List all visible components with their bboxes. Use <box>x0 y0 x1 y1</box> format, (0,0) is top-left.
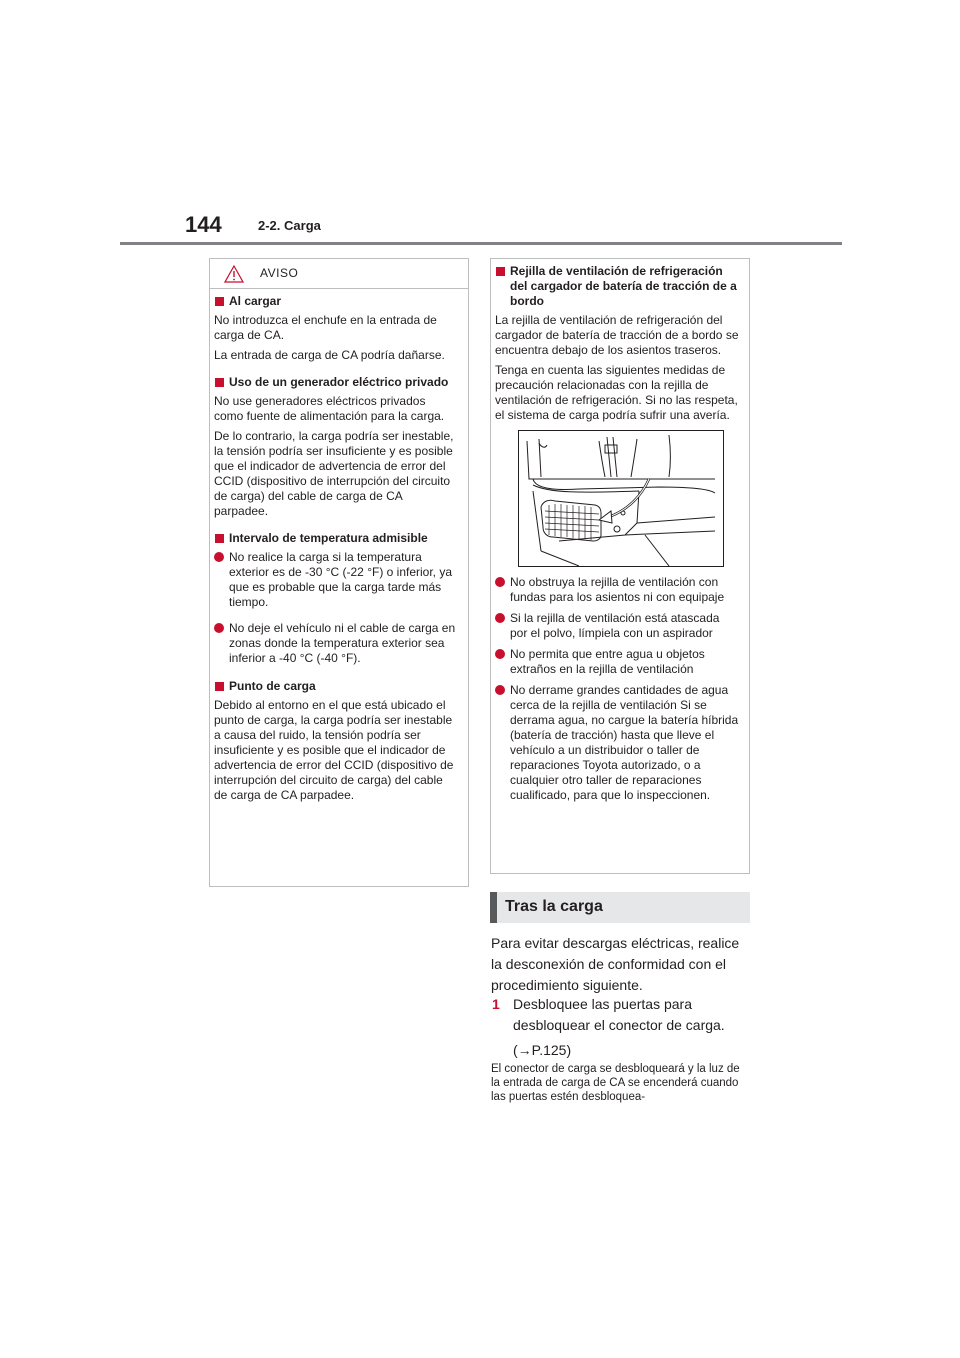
heading-accent <box>490 892 497 923</box>
page-reference-link[interactable]: (→P.125) <box>513 1042 572 1058</box>
step-text: Desbloquee las puertas para desbloquear el conector de carga. <box>513 996 725 1033</box>
paragraph: No introduzca el enchufe en la entrada de carga de CA. <box>214 313 437 342</box>
section-title: 2-2. Carga <box>258 218 321 233</box>
page-number: 144 <box>185 212 222 237</box>
subheading-rejilla: Rejilla de ventilación de refrigeración del cargador de batería de tracción de a bordo <box>495 264 739 309</box>
round-bullet-icon <box>214 623 224 633</box>
bullet-item: No realice la carga si la temperatura exterior es de -30 °C (-22 °F) o inferior, ya que es probable que la carga tarde más tiempo. <box>214 550 458 610</box>
step-number: 1 <box>492 996 500 1012</box>
paragraph: No use generadores eléctricos privados como fuente de alimentación para la carga. <box>214 394 445 423</box>
paragraph: La rejilla de ventilación de refrigeración del cargador de batería de tracción de a bordo se encuentra debajo de los asientos traseros. <box>495 313 739 357</box>
round-bullet-icon <box>495 685 505 695</box>
rear-seat-vent-drawing <box>519 431 723 566</box>
note-paragraph: El conector de carga se desbloqueará y la luz de la entrada de carga de CA se encenderá cuando las puertas estén desbloquea- <box>491 1063 740 1103</box>
bullet-item: No deje el vehículo ni el cable de carga en zonas donde la temperatura exterior sea inferior a -40 °C (-40 °F). <box>214 621 458 666</box>
paragraph: La entrada de carga de CA podría dañarse. <box>214 348 445 362</box>
round-bullet-icon <box>495 613 505 623</box>
square-bullet-icon <box>215 297 224 306</box>
vent-box <box>490 258 750 874</box>
warning-header <box>210 259 468 289</box>
warning-title: AVISO <box>260 266 299 280</box>
bullet-item: No obstruya la rejilla de ventilación con fundas para los asientos ni con equipaje <box>495 575 739 605</box>
subheading-punto: Punto de carga <box>214 679 458 694</box>
subheading-generador: Uso de un generador eléctrico privado <box>214 375 458 390</box>
section-heading-bar <box>490 892 750 923</box>
paragraph: Tenga en cuenta las siguientes medidas de precaución relacionadas con la rejilla de ventilación de refrigeración. Si no las respeta, el sistema de carga podría sufrir una avería. <box>495 363 738 422</box>
step-item <box>491 994 753 1061</box>
paragraph: Debido al entorno en el que está ubicado el punto de carga, la carga podría ser inestable a causa del ruido, la tensión podría ser insuficiente y es posible que el indicador de advertencia de error del CCID (dispositivo de interrupción del circuito de carga) del cable de carga de CA parpadee. <box>214 698 454 802</box>
bullet-item: Si la rejilla de ventilación está atascada por el polvo, límpiela con un aspirador <box>495 611 739 641</box>
subheading-temperatura: Intervalo de temperatura admisible <box>214 531 458 546</box>
round-bullet-icon <box>214 552 224 562</box>
square-bullet-icon <box>215 378 224 387</box>
bullet-item: No permita que entre agua u objetos extraños en la rejilla de ventilación <box>495 647 739 677</box>
warning-box <box>209 258 469 887</box>
intro-paragraph: Para evitar descargas eléctricas, realice la desconexión de conformidad con el procedimiento siguiente. <box>491 935 740 993</box>
header-rule <box>120 242 842 245</box>
paragraph: De lo contrario, la carga podría ser inestable, la tensión podría ser insuficiente y es posible que el indicador de advertencia de error del CCID (dispositivo de interrupción del circuito de carga) del cable de carga de CA parpadee. <box>214 429 454 518</box>
warning-triangle-icon <box>224 265 244 283</box>
square-bullet-icon <box>215 682 224 691</box>
subheading-al-cargar: Al cargar <box>214 294 458 309</box>
round-bullet-icon <box>495 649 505 659</box>
square-bullet-icon <box>496 267 505 276</box>
section-heading: Tras la carga <box>505 898 603 915</box>
vent-illustration <box>518 430 724 567</box>
page-header <box>0 0 960 250</box>
round-bullet-icon <box>495 577 505 587</box>
bullet-item: No derrame grandes cantidades de agua cerca de la rejilla de ventilación Si se derrama agua, no cargue la batería híbrida (batería de tracción) hasta que lleve el vehículo a un distribuidor o taller de reparaciones Toyota autorizado, o a cualquier otro taller de reparaciones cualificado, para que lo inspeccionen. <box>495 683 739 803</box>
square-bullet-icon <box>215 534 224 543</box>
